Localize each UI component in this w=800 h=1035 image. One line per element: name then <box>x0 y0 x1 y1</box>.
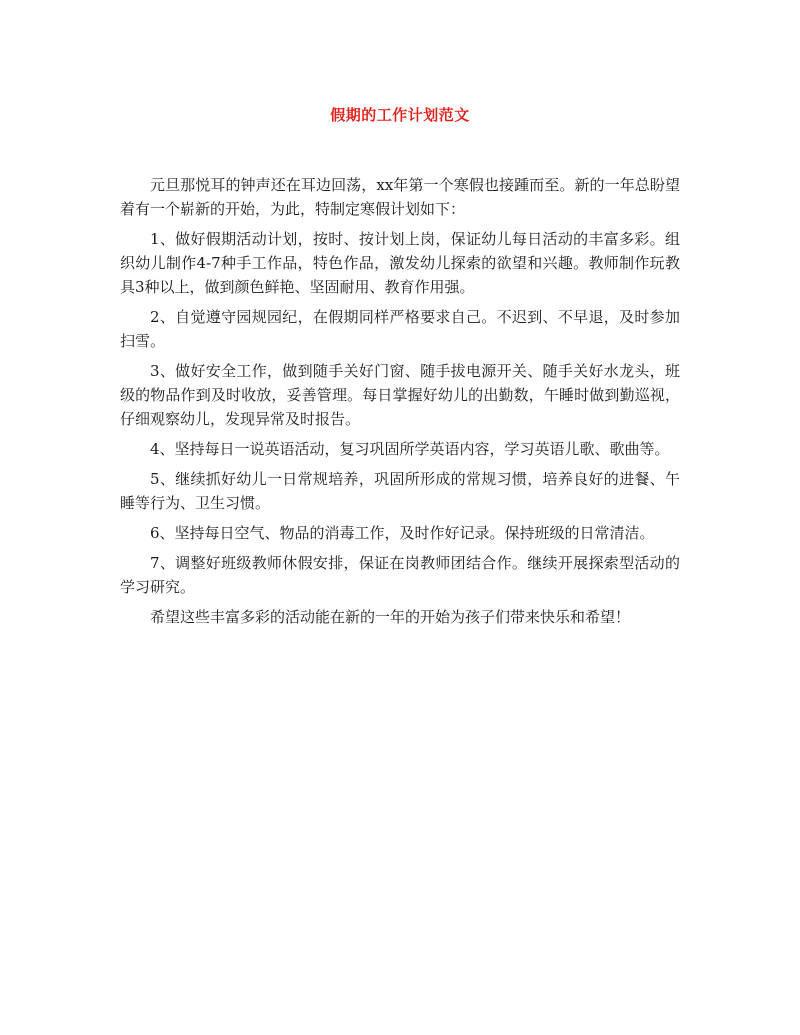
paragraph-closing: 希望这些丰富多彩的活动能在新的一年的开始为孩子们带来快乐和希望！ <box>150 608 631 626</box>
paragraph-item-7: 7、调整好班级教师休假安排，保证在岗教师团结合作。继续开展探索型活动的学习研究。 <box>120 554 680 596</box>
paragraph-intro: 元旦那悦耳的钟声还在耳边回荡，xx年第一个寒假也接踵而至。新的一年总盼望着有一个崭新的开始，为此，特制定寒假计划如下： <box>120 176 680 218</box>
paragraph-item-2: 2、自觉遵守园规园纪，在假期同样严格要求自己。不迟到、不早退，及时参加扫雪。 <box>120 308 680 350</box>
paragraph-item-6: 6、坚持每日空气、物品的消毒工作，及时作好记录。保持班级的日常清洁。 <box>150 524 655 542</box>
document-title: 假期的工作计划范文 <box>330 106 470 124</box>
paragraph-item-1: 1、做好假期活动计划，按时、按计划上岗，保证幼儿每日活动的丰富多彩。组织幼儿制作4-7种手工作品，特色作品，激发幼儿探索的欲望和兴趣。教师制作玩教具3种以上，做到颜色鲜艳、坚固耐用、教育作用强。 <box>120 230 680 296</box>
paragraph-item-4: 4、坚持每日一说英语活动，复习巩固所学英语内容，学习英语儿歌、歌曲等。 <box>150 440 670 458</box>
paragraph-item-3: 3、做好安全工作，做到随手关好门窗、随手拔电源开关、随手关好水龙头，班级的物品作到及时收放，妥善管理。每日掌握好幼儿的出勤数，午睡时做到勤巡视，仔细观察幼儿，发现异常及时报告。 <box>120 362 680 428</box>
document-body <box>120 173 680 635</box>
paragraph-item-5: 5、继续抓好幼儿一日常规培养，巩固所形成的常规习惯，培养良好的进餐、午睡等行为、卫生习惯。 <box>120 470 680 512</box>
